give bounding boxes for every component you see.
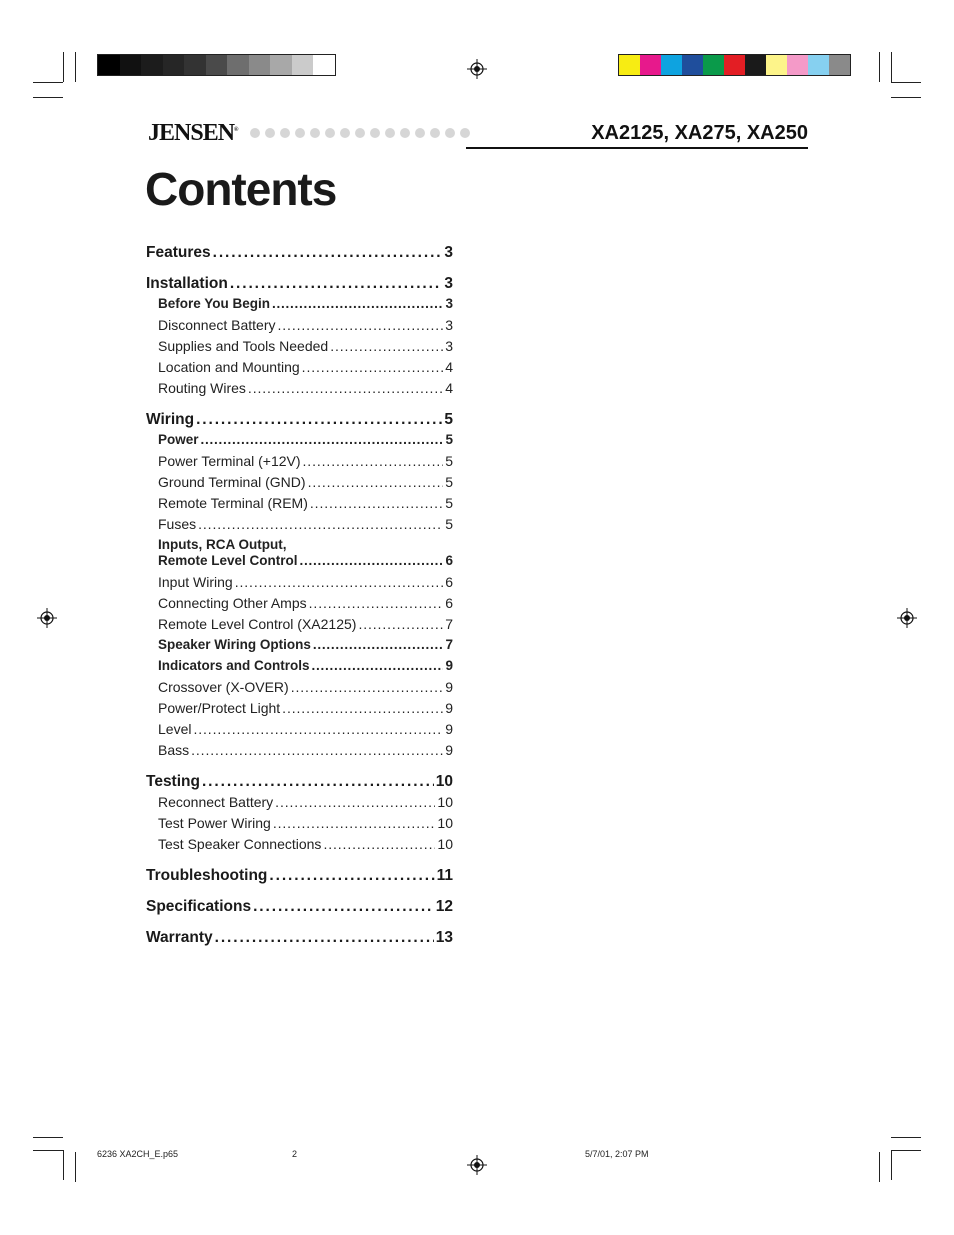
toc-label: Routing Wires [158, 380, 246, 396]
dot-leader [215, 929, 434, 947]
dot-leader [273, 815, 436, 831]
dot-leader [230, 275, 443, 293]
dot-leader [310, 495, 443, 511]
dot-leader [300, 553, 444, 568]
toc-label: Troubleshooting [146, 867, 268, 884]
dot-leader [272, 296, 443, 311]
toc-label: Bass [158, 742, 190, 758]
dot-leader [248, 380, 443, 396]
toc-page: 5 [445, 432, 453, 447]
toc-subsection [146, 637, 453, 658]
toc-section [146, 773, 453, 794]
dot-leader [196, 411, 442, 429]
toc-page: 3 [444, 275, 453, 292]
dot-leader [191, 742, 443, 758]
toc-page: 5 [444, 411, 453, 428]
toc-label: Input Wiring [158, 574, 233, 590]
dot-leader [193, 721, 443, 737]
toc-page: 6 [445, 553, 453, 568]
toc-page: 3 [445, 317, 453, 333]
color-swatch [270, 55, 292, 75]
toc-label: Test Speaker Connections [158, 836, 322, 852]
toc-page: 4 [445, 359, 453, 375]
dot-leader [291, 679, 444, 695]
dot-leader [303, 453, 444, 469]
registration-mark-icon [467, 1155, 487, 1175]
color-swatch [703, 55, 724, 75]
table-of-contents [146, 244, 453, 950]
dot-leader [198, 516, 443, 532]
toc-label: Indicators and Controls [158, 658, 310, 673]
toc-page: 5 [445, 453, 453, 469]
toc-section [146, 898, 453, 919]
toc-label: Ground Terminal (GND) [158, 474, 306, 490]
toc-page: 9 [445, 721, 453, 737]
toc-page: 9 [445, 658, 453, 673]
toc-page: 7 [445, 616, 453, 632]
model-numbers: XA2125, XA275, XA250 [591, 122, 808, 144]
toc-page: 10 [437, 794, 453, 810]
toc-page: 3 [445, 296, 453, 311]
toc-label: Fuses [158, 516, 197, 532]
toc-subsection [146, 317, 453, 338]
footer-page: 2 [292, 1149, 298, 1159]
toc-label: Inputs, RCA Output, [158, 537, 287, 552]
toc-subsection [146, 474, 453, 495]
toc-label: Wiring [146, 411, 195, 428]
color-swatch [640, 55, 661, 75]
toc-label: Location and Mounting [158, 359, 300, 375]
toc-page: 4 [445, 380, 453, 396]
toc-label: Speaker Wiring Options [158, 637, 311, 652]
color-swatch [206, 55, 228, 75]
color-swatch [120, 55, 142, 75]
toc-label: Crossover (X-OVER) [158, 679, 289, 695]
toc-label: Warranty [146, 929, 213, 946]
toc-subsection [146, 658, 453, 679]
toc-page: 13 [435, 929, 453, 946]
color-swatch [829, 55, 850, 75]
toc-section [146, 244, 453, 265]
toc-subsection [146, 836, 453, 857]
toc-label: Remote Level Control (XA2125) [158, 616, 357, 632]
toc-label: Test Power Wiring [158, 815, 271, 831]
toc-label: Power [158, 432, 199, 447]
dot-leader [275, 794, 435, 810]
registration-mark-icon [37, 608, 57, 628]
toc-label: Reconnect Battery [158, 794, 274, 810]
dot-leader [358, 616, 443, 632]
decorative-dots [250, 128, 470, 138]
toc-subsection [146, 595, 453, 616]
toc-subsection [146, 616, 453, 637]
toc-subsection [146, 453, 453, 474]
toc-label: Installation [146, 275, 228, 292]
dot-leader [282, 700, 443, 716]
toc-subsection [146, 296, 453, 317]
toc-subsection [146, 516, 453, 537]
toc-page: 3 [445, 338, 453, 354]
toc-label: Testing [146, 773, 200, 790]
dot-leader [323, 836, 435, 852]
toc-label: Remote Terminal (REM) [158, 495, 308, 511]
toc-page: 10 [437, 836, 453, 852]
header-rule [466, 147, 808, 149]
gray-color-bar [97, 54, 336, 76]
footer-file: 6236 XA2CH_E.p65 [97, 1149, 179, 1159]
registration-mark-icon [467, 59, 487, 79]
footer-timestamp: 5/7/01, 2:07 PM [585, 1149, 649, 1159]
toc-label: Level [158, 721, 192, 737]
toc-label: Before You Begin [158, 296, 271, 311]
toc-section [146, 867, 453, 888]
dot-leader [312, 658, 444, 673]
toc-subsection [146, 721, 453, 742]
toc-section [146, 275, 453, 296]
toc-page: 3 [444, 244, 453, 261]
color-swatch [163, 55, 185, 75]
toc-subsection [146, 815, 453, 836]
toc-page: 9 [445, 742, 453, 758]
toc-label-line [158, 553, 453, 574]
dot-leader [309, 595, 444, 611]
toc-subsection [146, 742, 453, 763]
dot-leader [213, 244, 443, 262]
cmyk-color-bar [618, 54, 851, 76]
toc-page: 10 [435, 773, 453, 790]
toc-page: 7 [445, 637, 453, 652]
toc-subsection [146, 794, 453, 815]
toc-subsection [146, 495, 453, 516]
toc-page: 5 [445, 516, 453, 532]
toc-subsection [146, 700, 453, 721]
brand-logo: JENSEN® [148, 120, 238, 146]
toc-subsection [146, 380, 453, 401]
dot-leader [201, 432, 444, 447]
toc-subsection [146, 679, 453, 700]
toc-page: 11 [436, 867, 453, 884]
dot-leader [302, 359, 444, 375]
dot-leader [202, 773, 434, 791]
toc-page: 6 [445, 595, 453, 611]
toc-page: 6 [445, 574, 453, 590]
toc-label: Power/Protect Light [158, 700, 281, 716]
toc-label: Connecting Other Amps [158, 595, 307, 611]
toc-subsection [146, 338, 453, 359]
toc-label: Power Terminal (+12V) [158, 453, 301, 469]
toc-page: 5 [445, 474, 453, 490]
color-swatch [682, 55, 703, 75]
toc-label: Remote Level Control [158, 553, 298, 568]
dot-leader [313, 637, 444, 652]
color-swatch [619, 55, 640, 75]
toc-subsection [146, 359, 453, 380]
dot-leader [308, 474, 444, 490]
color-swatch [249, 55, 271, 75]
toc-page: 10 [437, 815, 453, 831]
color-swatch [724, 55, 745, 75]
toc-page: 5 [445, 495, 453, 511]
color-swatch [313, 55, 335, 75]
color-swatch [141, 55, 163, 75]
color-swatch [292, 55, 314, 75]
toc-page: 12 [435, 898, 453, 915]
dot-leader [278, 317, 444, 333]
dot-leader [235, 574, 444, 590]
dot-leader [330, 338, 443, 354]
color-swatch [808, 55, 829, 75]
toc-subsection [146, 574, 453, 595]
dot-leader [269, 867, 434, 885]
color-swatch [766, 55, 787, 75]
color-swatch [787, 55, 808, 75]
toc-label: Features [146, 244, 211, 261]
toc-section [146, 929, 453, 950]
registration-mark-icon [897, 608, 917, 628]
color-swatch [745, 55, 766, 75]
page-title: Contents [145, 163, 337, 215]
toc-subsection [146, 432, 453, 453]
toc-label: Specifications [146, 898, 252, 915]
toc-subsection [146, 537, 453, 574]
toc-label: Disconnect Battery [158, 317, 276, 333]
color-swatch [98, 55, 120, 75]
toc-page: 9 [445, 700, 453, 716]
dot-leader [253, 898, 434, 916]
color-swatch [184, 55, 206, 75]
color-swatch [227, 55, 249, 75]
toc-page: 9 [445, 679, 453, 695]
toc-section [146, 411, 453, 432]
color-swatch [661, 55, 682, 75]
toc-label: Supplies and Tools Needed [158, 338, 329, 354]
